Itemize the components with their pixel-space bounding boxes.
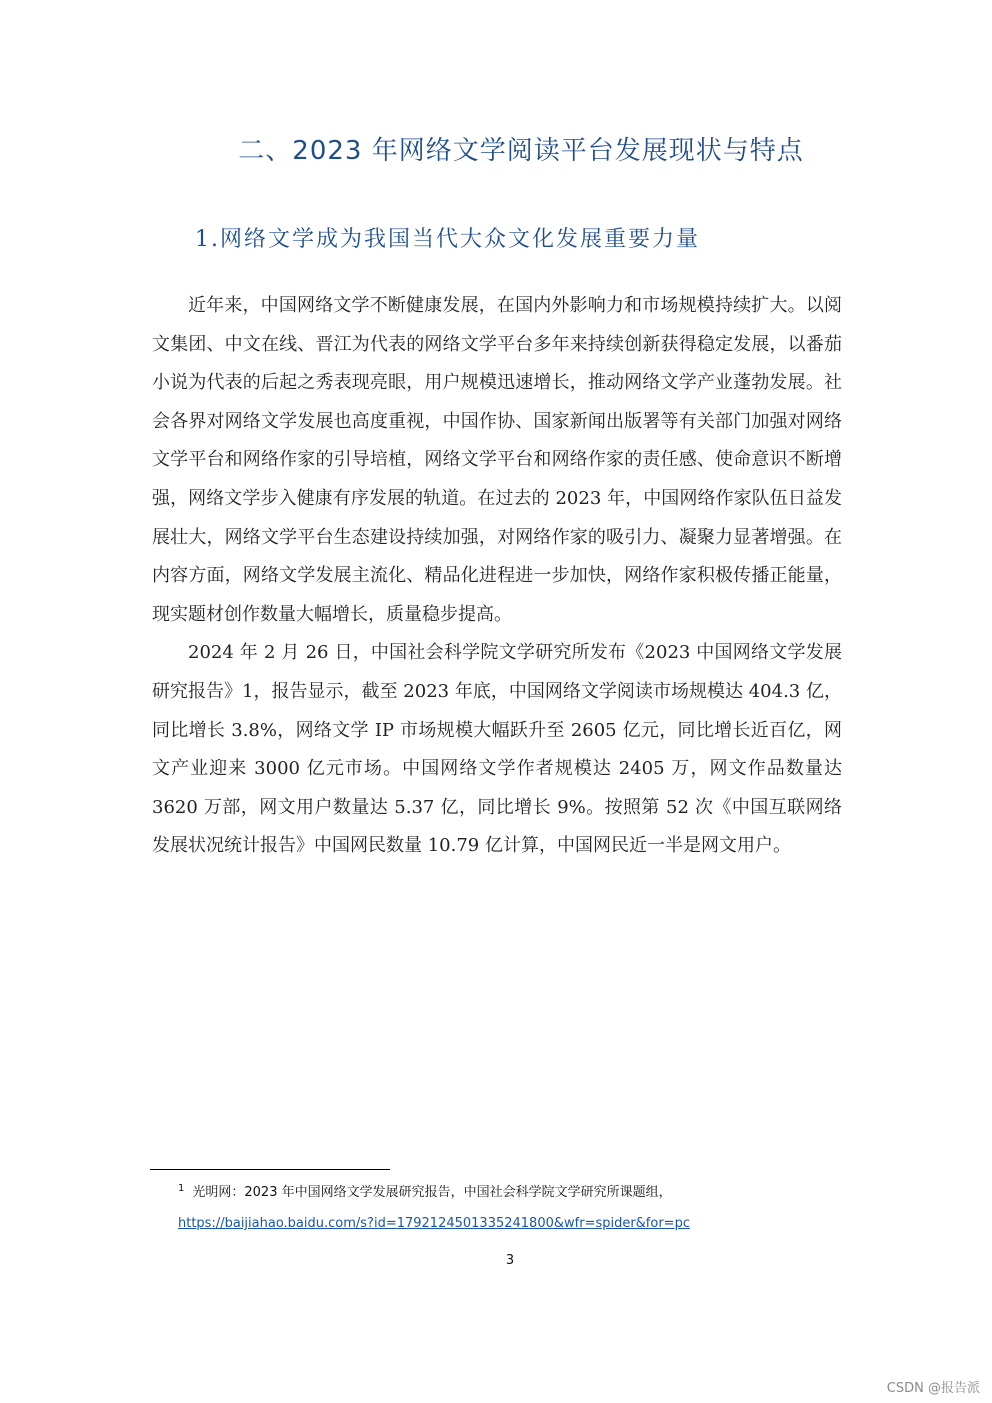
watermark: CSDN @报告派 bbox=[886, 1381, 980, 1396]
footnote-divider bbox=[150, 1169, 390, 1170]
paragraph-2: 2024 年 2 月 26 日，中国社会科学院文学研究所发布《2023 中国网络文学发展研究报告》1，报告显示，截至 2023 年底，中国网络文学阅读市场规模达 404.3 亿，同比增长 3.8%，网络文学 IP 市场规模大幅跃升至 2605 亿元，同比增长近百亿，网文产业迎来 3000 亿元市场。中国网络文学作者规模达 2405 万，网文作品数量达 3620 万部，网文用户数量达 5.37 亿，同比增长 9%。按照第 52 次《中国互联网络发展状况统计报告》中国网民数量 10.79 亿计算，中国网民近一半是网文用户。 bbox=[152, 642, 842, 857]
paragraph-1: 近年来，中国网络文学不断健康发展，在国内外影响力和市场规模持续扩大。以阅文集团、中文在线、晋江为代表的网络文学平台多年来持续创新获得稳定发展，以番茄小说为代表的后起之秀表现亮眼，用户规模迅速增长，推动网络文学产业蓬勃发展。社会各界对网络文学发展也高度重视，中国作协、国家新闻出版署等有关部门加强对网络文学平台和网络作家的引导培植，网络文学平台和网络作家的责任感、使命意识不断增强，网络文学步入健康有序发展的轨道。在过去的 2023 年，中国网络作家队伍日益发展壮大，网络文学平台生态建设持续加强，对网络作家的吸引力、凝聚力显著增强。在内容方面，网络文学发展主流化、精品化进程进一步加快，网络作家积极传播正能量，现实题材创作数量大幅增长，质量稳步提高。 bbox=[152, 295, 842, 625]
chapter-title: 二、2023 年网络文学阅读平台发展现状与特点 bbox=[238, 136, 804, 166]
footnote bbox=[178, 1181, 672, 1200]
body-text bbox=[152, 287, 842, 866]
section-title: 1.网络文学成为我国当代大众文化发展重要力量 bbox=[195, 227, 700, 252]
footnote-marker: 1 bbox=[178, 1182, 185, 1194]
page-number: 3 bbox=[505, 1253, 515, 1268]
footnote-link[interactable]: https://baijiahao.baidu.com/s?id=1792124501335241800&wfr=spider&for=pc bbox=[178, 1216, 690, 1231]
footnote-text: 光明网：2023 年中国网络文学发展研究报告，中国社会科学院文学研究所课题组， bbox=[192, 1185, 672, 1200]
